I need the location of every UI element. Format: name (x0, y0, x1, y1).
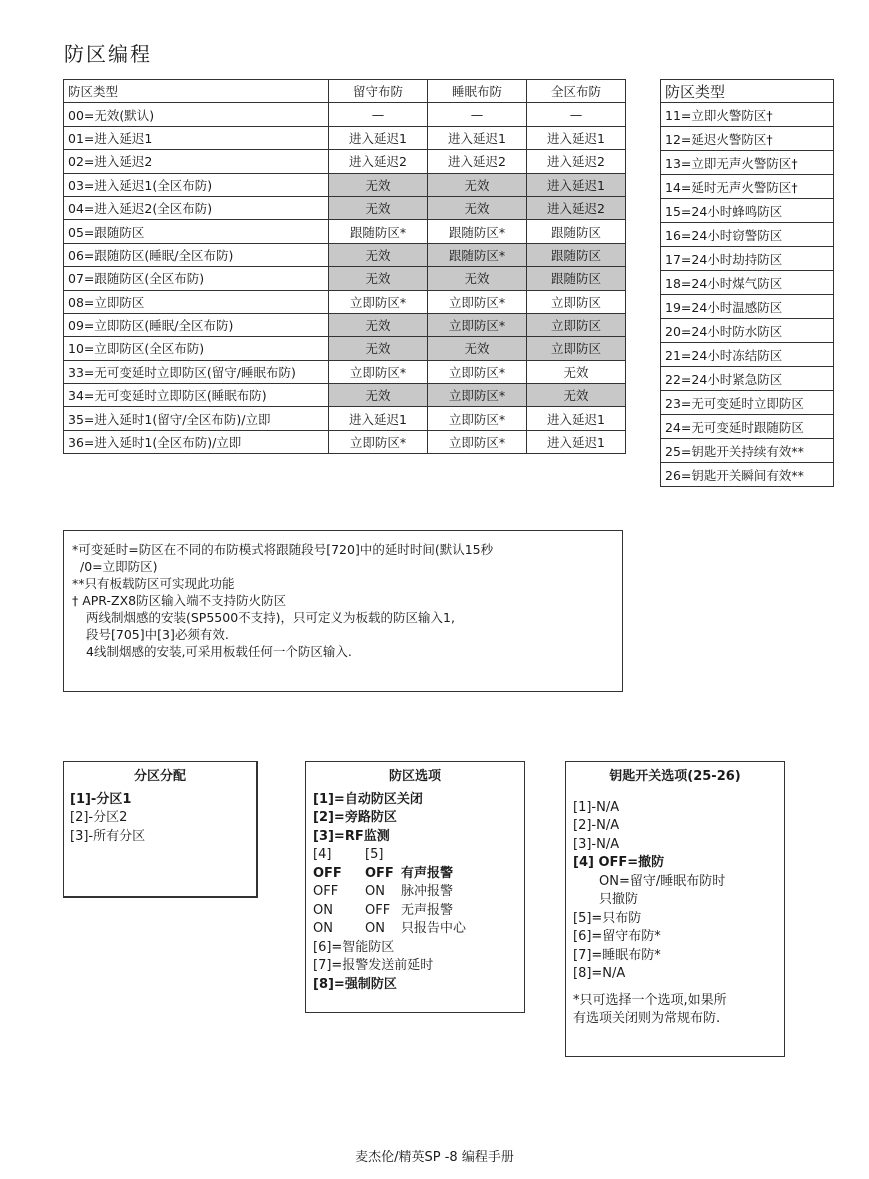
alarm-mode-4: OFF (313, 884, 339, 899)
side-zone-type-cell: 23=无可变延时立即防区 (661, 391, 834, 415)
side-zone-type-cell: 21=24小时冻结防区 (661, 343, 834, 367)
keyswitch-option-2: [2]-N/A (573, 818, 620, 833)
table-row (64, 126, 626, 149)
alarm-mode-label: 无声报警 (401, 902, 454, 918)
table-row (64, 360, 626, 383)
note-two-wire-smoke: 两线制烟感的安装(SP5500不支持)，只可定义为板载的防区输入1, (86, 610, 455, 625)
side-row (661, 319, 834, 343)
zone-type-cell: 33=无可变延时立即防区(留守/睡眠布防) (64, 360, 329, 383)
sleep-arm-cell: 跟随防区* (428, 220, 527, 243)
stay-arm-cell: 进入延迟1 (329, 407, 428, 430)
zone-type-cell: 09=立即防区(睡眠/全区布防) (64, 313, 329, 336)
away-arm-cell: 立即防区 (527, 313, 626, 336)
stay-arm-cell: 无效 (329, 267, 428, 290)
side-zone-type-cell: 16=24小时窃警防区 (661, 223, 834, 247)
zone-type-cell: 05=跟随防区 (64, 220, 329, 243)
keyswitch-options-box (565, 761, 785, 1057)
sleep-arm-cell: 无效 (428, 196, 527, 219)
zone-option-8: [8]=强制防区 (313, 976, 397, 992)
alarm-mode-4: ON (313, 902, 333, 918)
keyswitch-option-1: [1]-N/A (573, 799, 620, 815)
side-zone-type-cell: 26=钥匙开关瞬间有效** (661, 463, 834, 487)
page-title: 防区编程 (64, 42, 152, 66)
alarm-mode-label: 有声报警 (401, 865, 454, 881)
stay-arm-cell: 无效 (329, 384, 428, 407)
stay-arm-cell: 无效 (329, 173, 428, 196)
page-footer: 麦杰伦/精英SP -8 编程手册 (355, 1150, 514, 1165)
side-row (661, 391, 834, 415)
partition-option-2: [2]-分区2 (70, 810, 128, 825)
note-variable-delay-cont: /0=立即防区) (80, 559, 158, 574)
zone-type-cell: 08=立即防区 (64, 290, 329, 313)
sleep-arm-cell: 无效 (428, 267, 527, 290)
away-arm-cell: 无效 (527, 384, 626, 407)
alarm-mode-row (313, 883, 517, 902)
header-sleep-arm: 睡眠布防 (428, 80, 527, 103)
sleep-arm-cell: 立即防区* (428, 430, 527, 453)
side-row (661, 199, 834, 223)
sleep-arm-cell: 进入延迟2 (428, 150, 527, 173)
zone-type-cell: 04=进入延迟2(全区布防) (64, 196, 329, 219)
side-zone-type-cell: 13=立即无声火警防区† (661, 151, 834, 175)
side-row (661, 223, 834, 247)
zone-type-cell: 02=进入延迟2 (64, 150, 329, 173)
away-arm-cell: 进入延迟1 (527, 407, 626, 430)
zone-type-cell: 01=进入延迟1 (64, 126, 329, 149)
header-away-arm: 全区布防 (527, 80, 626, 103)
side-row (661, 367, 834, 391)
table-row (64, 220, 626, 243)
away-arm-cell: 进入延迟1 (527, 173, 626, 196)
partition-assignment-box (63, 761, 258, 898)
zone-type-cell: 06=跟随防区(睡眠/全区布防) (64, 243, 329, 266)
sleep-arm-cell: 立即防区* (428, 384, 527, 407)
stay-arm-cell: 无效 (329, 196, 428, 219)
side-zone-type-cell: 24=无可变延时跟随防区 (661, 415, 834, 439)
sleep-arm-cell: 立即防区* (428, 407, 527, 430)
side-zone-type-cell: 18=24小时煤气防区 (661, 271, 834, 295)
stay-arm-cell: 无效 (329, 313, 428, 336)
keyswitch-note-cont: 有选项关闭则为常规布防. (573, 1011, 721, 1026)
sleep-arm-cell: 无效 (428, 173, 527, 196)
away-arm-cell: 进入延迟2 (527, 196, 626, 219)
keyswitch-option-8: [8]=N/A (573, 966, 626, 981)
side-row (661, 247, 834, 271)
table-row (64, 103, 626, 126)
header-zone-type: 防区类型 (64, 80, 329, 103)
keyswitch-note: *只可选择一个选项,如果所 (573, 992, 727, 1008)
side-row (661, 103, 834, 127)
notes-box (63, 530, 623, 692)
sleep-arm-cell: 立即防区* (428, 360, 527, 383)
table-row (64, 150, 626, 173)
keyswitch-option-7: [7]=睡眠布防* (573, 947, 661, 963)
keyswitch-option-4-on-cont: 只撤防 (599, 892, 639, 907)
zone-option-6: [6]=智能防区 (313, 939, 395, 955)
away-arm-cell: 进入延迟1 (527, 126, 626, 149)
away-arm-cell: 跟随防区 (527, 267, 626, 290)
sleep-arm-cell: 立即防区* (428, 313, 527, 336)
zone-option-3: [3]=RF监测 (313, 828, 390, 844)
note-variable-delay: *可变延时=防区在不同的布防模式将跟随段号[720]中的延时时间(默认15秒 (72, 542, 494, 557)
stay-arm-cell: 进入延迟2 (329, 150, 428, 173)
stay-arm-cell: 进入延迟1 (329, 126, 428, 149)
alarm-mode-label: 只报告中心 (401, 921, 467, 936)
away-arm-cell: 立即防区 (527, 290, 626, 313)
table-row (64, 196, 626, 219)
keyswitch-option-4-on: ON=留守/睡眠布防时 (599, 873, 726, 889)
away-arm-cell: 跟随防区 (527, 243, 626, 266)
alarm-mode-5: ON (365, 921, 385, 936)
stay-arm-cell: 立即防区* (329, 290, 428, 313)
keyswitch-option-5: [5]=只布防 (573, 910, 642, 926)
table-header-row (64, 80, 626, 103)
partition-option-1: [1]-分区1 (70, 791, 132, 807)
zone-type-cell: 36=进入延时1(全区布防)/立即 (64, 430, 329, 453)
keyswitch-option-4: [4] OFF=撤防 (573, 855, 665, 870)
stay-arm-cell: 无效 (329, 337, 428, 360)
alarm-mode-label: 脉冲报警 (401, 884, 454, 899)
keyswitch-option-6: [6]=留守布防* (573, 929, 661, 944)
away-arm-cell: 进入延迟2 (527, 150, 626, 173)
sleep-arm-cell: 立即防区* (428, 290, 527, 313)
side-header: 防区类型 (661, 80, 834, 103)
sleep-arm-cell: 跟随防区* (428, 243, 527, 266)
side-zone-type-cell: 22=24小时紧急防区 (661, 367, 834, 391)
side-row (661, 343, 834, 367)
table-row (64, 267, 626, 290)
note-section-705: 段号[705]中[3]必须有效. (86, 627, 229, 642)
header-stay-arm: 留守布防 (329, 80, 428, 103)
alarm-mode-row (313, 920, 517, 939)
stay-arm-cell: 跟随防区* (329, 220, 428, 243)
away-arm-cell: 无效 (527, 360, 626, 383)
zone-type-cell: 03=进入延迟1(全区布防) (64, 173, 329, 196)
stay-arm-cell: — (329, 103, 428, 126)
sleep-arm-cell: 进入延迟1 (428, 126, 527, 149)
zone-options-title: 防区选项 (388, 769, 441, 784)
stay-arm-cell: 立即防区* (329, 360, 428, 383)
zone-option-7: [7]=报警发送前延时 (313, 958, 434, 973)
sleep-arm-cell: — (428, 103, 527, 126)
stay-arm-cell: 无效 (329, 243, 428, 266)
away-arm-cell: 跟随防区 (527, 220, 626, 243)
table-row (64, 243, 626, 266)
alarm-mode-row (313, 865, 517, 884)
option-4-col: [4] (313, 847, 332, 862)
away-arm-cell: — (527, 103, 626, 126)
side-row (661, 439, 834, 463)
table-row (64, 290, 626, 313)
side-zone-type-cell: 15=24小时蜂鸣防区 (661, 199, 834, 223)
partition-option-3: [3]-所有分区 (70, 828, 146, 844)
side-row (661, 151, 834, 175)
table-row (64, 430, 626, 453)
partition-box-title: 分区分配 (133, 769, 186, 784)
note-fire-zone: † APR-ZX8防区输入端不支持防火防区 (72, 593, 287, 608)
table-row (64, 337, 626, 360)
away-arm-cell: 进入延迟1 (527, 430, 626, 453)
note-onboard-only: **只有板载防区可实现此功能 (72, 576, 235, 591)
side-zone-type-cell: 12=延迟火警防区† (661, 127, 834, 151)
alarm-mode-row (313, 902, 517, 921)
zone-options-box (305, 761, 525, 1013)
zone-type-table (63, 79, 626, 454)
side-row (661, 271, 834, 295)
side-zone-type-cell: 17=24小时劫持防区 (661, 247, 834, 271)
zone-option-2: [2]=旁路防区 (313, 810, 397, 825)
side-zone-type-cell: 20=24小时防水防区 (661, 319, 834, 343)
zone-type-cell: 34=无可变延时立即防区(睡眠布防) (64, 384, 329, 407)
alarm-mode-4: OFF (313, 865, 342, 881)
sleep-arm-cell: 无效 (428, 337, 527, 360)
alarm-mode-5: OFF (365, 902, 391, 918)
zone-type-cell: 00=无效(默认) (64, 103, 329, 126)
side-zone-type-cell: 19=24小时温感防区 (661, 295, 834, 319)
side-zone-type-cell: 11=立即火警防区† (661, 103, 834, 127)
away-arm-cell: 立即防区 (527, 337, 626, 360)
side-header-row (661, 80, 834, 103)
alarm-mode-5: OFF (365, 865, 394, 881)
zone-type-cell: 10=立即防区(全区布防) (64, 337, 329, 360)
table-row (64, 384, 626, 407)
table-row (64, 407, 626, 430)
side-row (661, 295, 834, 319)
extra-zone-type-table (660, 79, 834, 487)
stay-arm-cell: 立即防区* (329, 430, 428, 453)
zone-option-4-5-header (313, 846, 517, 865)
keyswitch-title: 钥匙开关选项(25-26) (609, 769, 741, 784)
option-5-col: [5] (365, 847, 384, 862)
zone-type-cell: 35=进入延时1(留守/全区布防)/立即 (64, 407, 329, 430)
alarm-mode-5: ON (365, 884, 385, 899)
note-four-wire-smoke: 4线制烟感的安装,可采用板载任何一个防区输入. (86, 644, 352, 659)
alarm-mode-4: ON (313, 921, 333, 936)
side-row (661, 463, 834, 487)
zone-type-cell: 07=跟随防区(全区布防) (64, 267, 329, 290)
zone-option-1: [1]=自动防区关闭 (313, 791, 423, 807)
table-row (64, 173, 626, 196)
table-row (64, 313, 626, 336)
side-row (661, 415, 834, 439)
side-zone-type-cell: 14=延时无声火警防区† (661, 175, 834, 199)
side-zone-type-cell: 25=钥匙开关持续有效** (661, 439, 834, 463)
keyswitch-option-3: [3]-N/A (573, 836, 620, 852)
side-row (661, 175, 834, 199)
side-row (661, 127, 834, 151)
